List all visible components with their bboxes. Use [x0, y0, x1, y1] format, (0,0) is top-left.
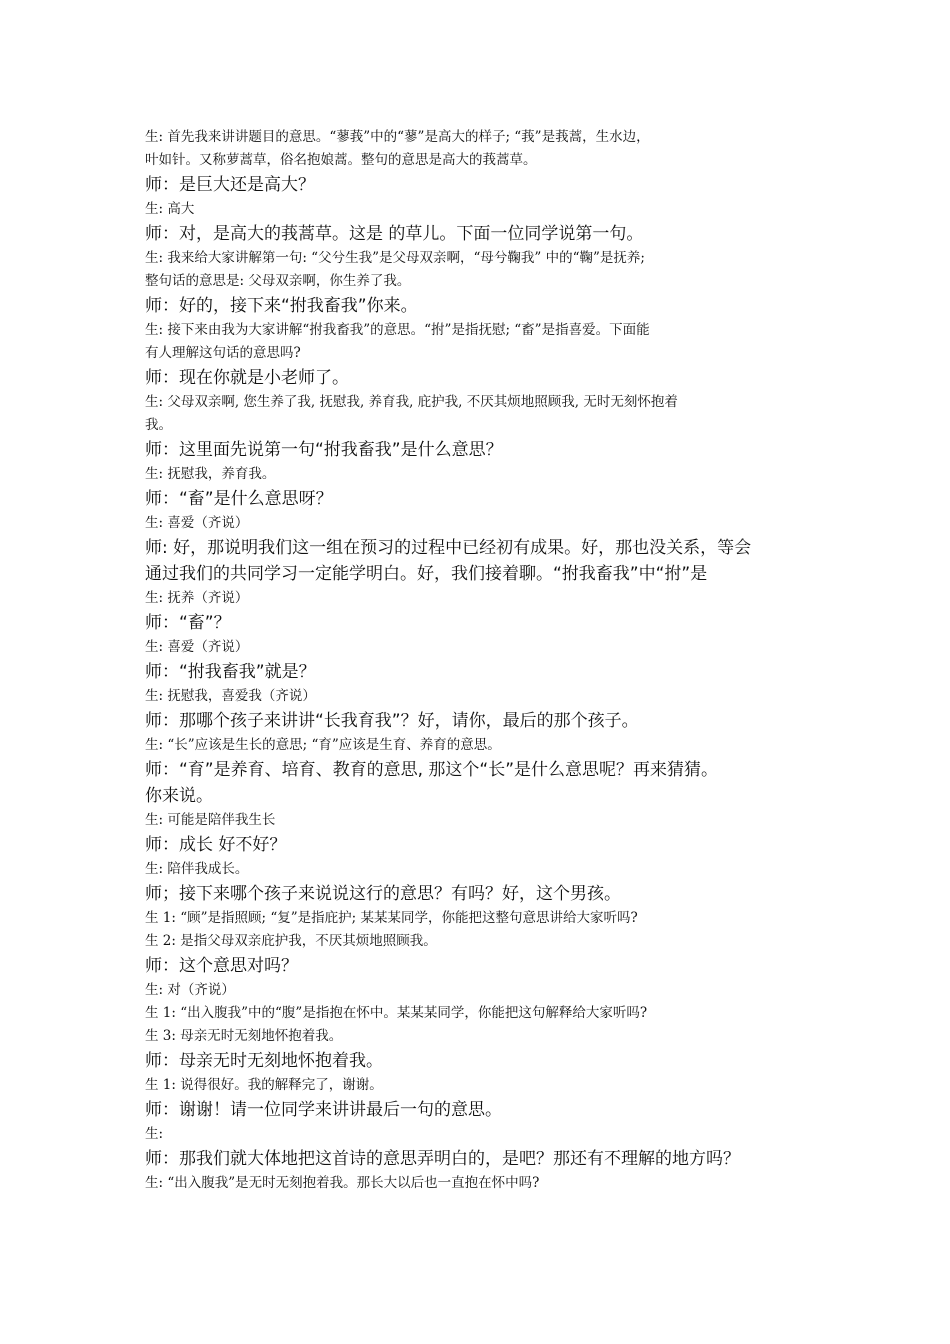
student-line: 生: “出入腹我”是无时无刻抱着我。那长大以后也一直抱在怀中吗? — [145, 1175, 540, 1191]
teacher-line: 师：成长 好不好？ — [145, 835, 287, 855]
student-line: 生 2: 是指父母双亲庇护我，不厌其烦地照顾我。 — [145, 933, 437, 949]
teacher-line: 师：“畜”？ — [145, 613, 231, 633]
teacher-line: 师：现在你就是小老师了。 — [145, 368, 349, 388]
student-line: 生 3: 母亲无时无刻地怀抱着我。 — [145, 1028, 343, 1044]
teacher-line: 师：这个意思对吗？ — [145, 956, 298, 976]
student-line: 生: 陪伴我成长。 — [145, 861, 249, 877]
teacher-line: 师：母亲无时无刻地怀抱着我。 — [145, 1051, 383, 1071]
student-line: 生: “长”应该是生长的意思; “育”应该是生育、养育的意思。 — [145, 737, 501, 753]
student-line: 生: 首先我来讲讲题目的意思。“蓼莪”中的“蓼”是高大的样子; “莪”是莪蒿，生水边， — [145, 129, 650, 145]
student-line: 生 1: “顾”是指照顾; “复”是指庇护; 某某某同学，你能把这整句意思讲给大家听吗? — [145, 910, 638, 926]
student-line: 生: 接下来由我为大家讲解“拊我畜我”的意思。“拊”是指抚慰; “畜”是指喜爱。下面能 — [145, 322, 650, 338]
student-line: 生: 抚慰我，养育我。 — [145, 466, 276, 482]
teacher-line: 师：这里面先说第一句“拊我畜我”是什么意思？ — [145, 440, 503, 460]
student-line: 叶如针。又称萝蒿草，俗名抱娘蒿。整句的意思是高大的莪蒿草。 — [145, 152, 537, 168]
student-line: 整句话的意思是: 父母双亲啊，你生养了我。 — [145, 273, 411, 289]
teacher-line: 师：“拊我畜我”就是？ — [145, 662, 316, 682]
student-line: 我。 — [145, 417, 172, 433]
student-line: 生: 我来给大家讲解第一句: “父兮生我”是父母双亲啊，“母兮鞠我” 中的“鞠”是抚养; — [145, 250, 645, 266]
student-line: 生: 抚养（齐说） — [145, 590, 249, 606]
student-line: 生: 父母双亲啊, 您生养了我, 抚慰我, 养育我, 庇护我, 不厌其烦地照顾我, 无时无刻怀抱着 — [145, 394, 678, 410]
teacher-line: 通过我们的共同学习一定能学明白。好，我们接着聊。“拊我畜我”中“拊”是 — [145, 564, 708, 584]
teacher-line: 师：那我们就大体地把这首诗的意思弄明白的，是吧？那还有不理解的地方吗？ — [145, 1149, 740, 1169]
teacher-line: 师：“育”是养育、培育、教育的意思, 那这个“长”是什么意思呢？再来猜猜。 — [145, 760, 719, 780]
student-line: 生: 可能是陪伴我生长 — [145, 812, 276, 828]
transcript-page — [145, 126, 825, 1195]
teacher-line: 师：那哪个孩子来讲讲“长我育我”？好，请你，最后的那个孩子。 — [145, 711, 639, 731]
teacher-line: 师：好的，接下来“拊我畜我”你来。 — [145, 296, 418, 316]
student-line: 生 1: 说得很好。我的解释完了，谢谢。 — [145, 1077, 383, 1093]
student-line: 生: 抚慰我，喜爱我（齐说） — [145, 688, 316, 704]
teacher-line: 师：对，是高大的莪蒿草。这是 的草儿。下面一位同学说第一句。 — [145, 224, 644, 244]
teacher-line: 师：“畜”是什么意思呀？ — [145, 489, 333, 509]
student-line: 生: 对（齐说） — [145, 982, 235, 998]
teacher-line: 师：是巨大还是高大？ — [145, 175, 315, 195]
student-line: 生: 高大 — [145, 201, 195, 217]
student-line: 生 1: “出入腹我”中的“腹”是指抱在怀中。某某某同学，你能把这句解释给大家听吗? — [145, 1005, 648, 1021]
teacher-line: 师: 好，那说明我们这一组在预习的过程中已经初有成果。好，那也没关系，等会 — [145, 538, 752, 558]
teacher-line: 师；接下来哪个孩子来说说这行的意思？有吗？好，这个男孩。 — [145, 884, 621, 904]
student-line: 生: 喜爱（齐说） — [145, 639, 249, 655]
teacher-line: 师：谢谢！请一位同学来讲讲最后一句的意思。 — [145, 1100, 502, 1120]
student-line: 生: — [145, 1126, 164, 1142]
teacher-line: 你来说。 — [145, 786, 213, 806]
student-line: 生: 喜爱（齐说） — [145, 515, 249, 531]
student-line: 有人理解这句话的意思吗? — [145, 345, 301, 361]
